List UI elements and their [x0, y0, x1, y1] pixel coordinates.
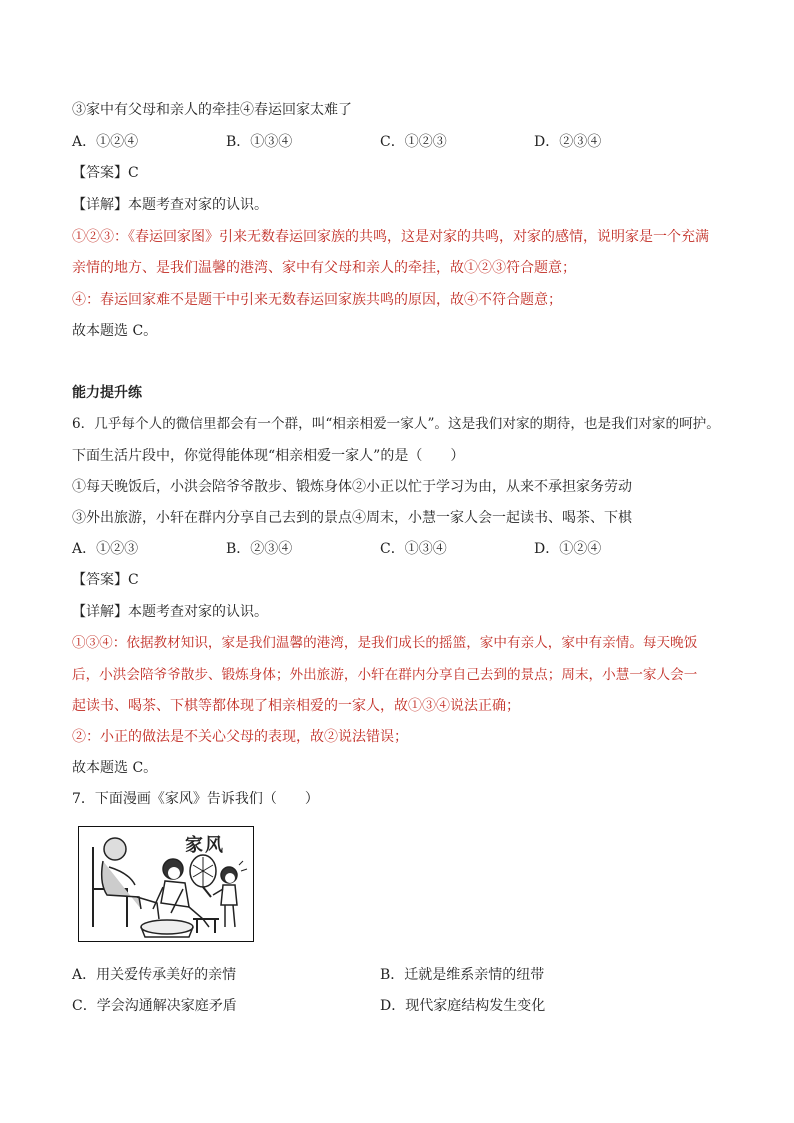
q6-explain-red-1a: ①③④：依据教材知识，家是我们温馨的港湾，是我们成长的摇篮，家中有亲人，家中有亲情。每天晚饭	[72, 635, 698, 651]
q5-option-a: A．①②④	[72, 134, 139, 150]
q6-item-1: ①每天晚饭后，小洪会陪爷爷散步、锻炼身体②小正以忙于学习为由，从来不承担家务劳动	[72, 479, 632, 495]
q5-explain-red-1a: ①②③：《春运回家图》引来无数春运回家族的共鸣，这是对家的共鸣，对家的感情，说明家是一个充满	[72, 229, 709, 245]
q6-answer: 【答案】C	[72, 572, 139, 588]
q5-option-d: D．②③④	[534, 134, 602, 150]
q5-option-c: C．①②③	[380, 134, 447, 150]
q7-option-c: C．学会沟通解决家庭矛盾	[72, 998, 237, 1014]
q5-detail	[72, 195, 268, 215]
q6-option-a: A．①②③	[72, 541, 139, 557]
cartoon-drawing	[79, 827, 255, 943]
q6-explain-red-2: ②：小正的做法是不关心父母的表现，故②说法错误；	[72, 729, 408, 745]
q7-stem: 7．下面漫画《家风》告诉我们（ ）	[72, 791, 319, 807]
q6-detail-label: 【详解】	[72, 604, 128, 620]
q7-option-a: A．用关爱传承美好的亲情	[72, 967, 237, 983]
q6-explain-red-1c: 起读书、喝茶、下棋等都体现了相亲相爱的一家人，故①③④说法正确；	[72, 698, 520, 714]
cartoon-title: 家风	[185, 835, 225, 856]
q6-option-d: D．①②④	[534, 541, 602, 557]
q5-explain-red-1b: 亲情的地方、是我们温馨的港湾、家中有父母和亲人的牵挂，故①②③符合题意；	[72, 260, 576, 276]
q5-option-b: B．①③④	[226, 134, 293, 150]
q7-option-d: D．现代家庭结构发生变化	[380, 998, 546, 1014]
q6-item-2: ③外出旅游，小轩在群内分享自己去到的景点④周末，小慧一家人会一起读书、喝茶、下棋	[72, 510, 632, 526]
q6-detail-text: 本题考查对家的认识。	[128, 604, 268, 620]
q6-conclusion: 故本题选 C。	[72, 760, 158, 776]
q5-answer: 【答案】C	[72, 165, 139, 181]
q6-stem-1: 6．几乎每个人的微信里都会有一个群，叫“相亲相爱一家人”。这是我们对家的期待，也是我们对家的呵护。	[72, 416, 720, 432]
q5-explain-red-2: ④：春运回家难不是题干中引来无数春运回家族共鸣的原因，故④不符合题意；	[72, 292, 562, 308]
q5-stem-line: ③家中有父母和亲人的牵挂④春运回家太难了	[72, 102, 352, 118]
q6-explain-red-1b: 后，小洪会陪爷爷散步、锻炼身体；外出旅游，小轩在群内分享自己去到的景点；周末，小慧一家人会一	[72, 667, 698, 683]
q6-option-c: C．①③④	[380, 541, 447, 557]
q5-detail-label: 【详解】	[72, 197, 128, 213]
q6-detail	[72, 602, 268, 622]
q7-option-b: B．迁就是维系亲情的纽带	[380, 967, 545, 983]
q5-detail-text: 本题考查对家的认识。	[128, 197, 268, 213]
q6-option-b: B．②③④	[226, 541, 293, 557]
section-title: 能力提升练	[72, 385, 142, 401]
q6-stem-2: 下面生活片段中，你觉得能体现“相亲相爱一家人”的是（ ）	[72, 448, 465, 464]
jiafeng-cartoon	[78, 826, 254, 942]
q5-conclusion: 故本题选 C。	[72, 323, 158, 339]
